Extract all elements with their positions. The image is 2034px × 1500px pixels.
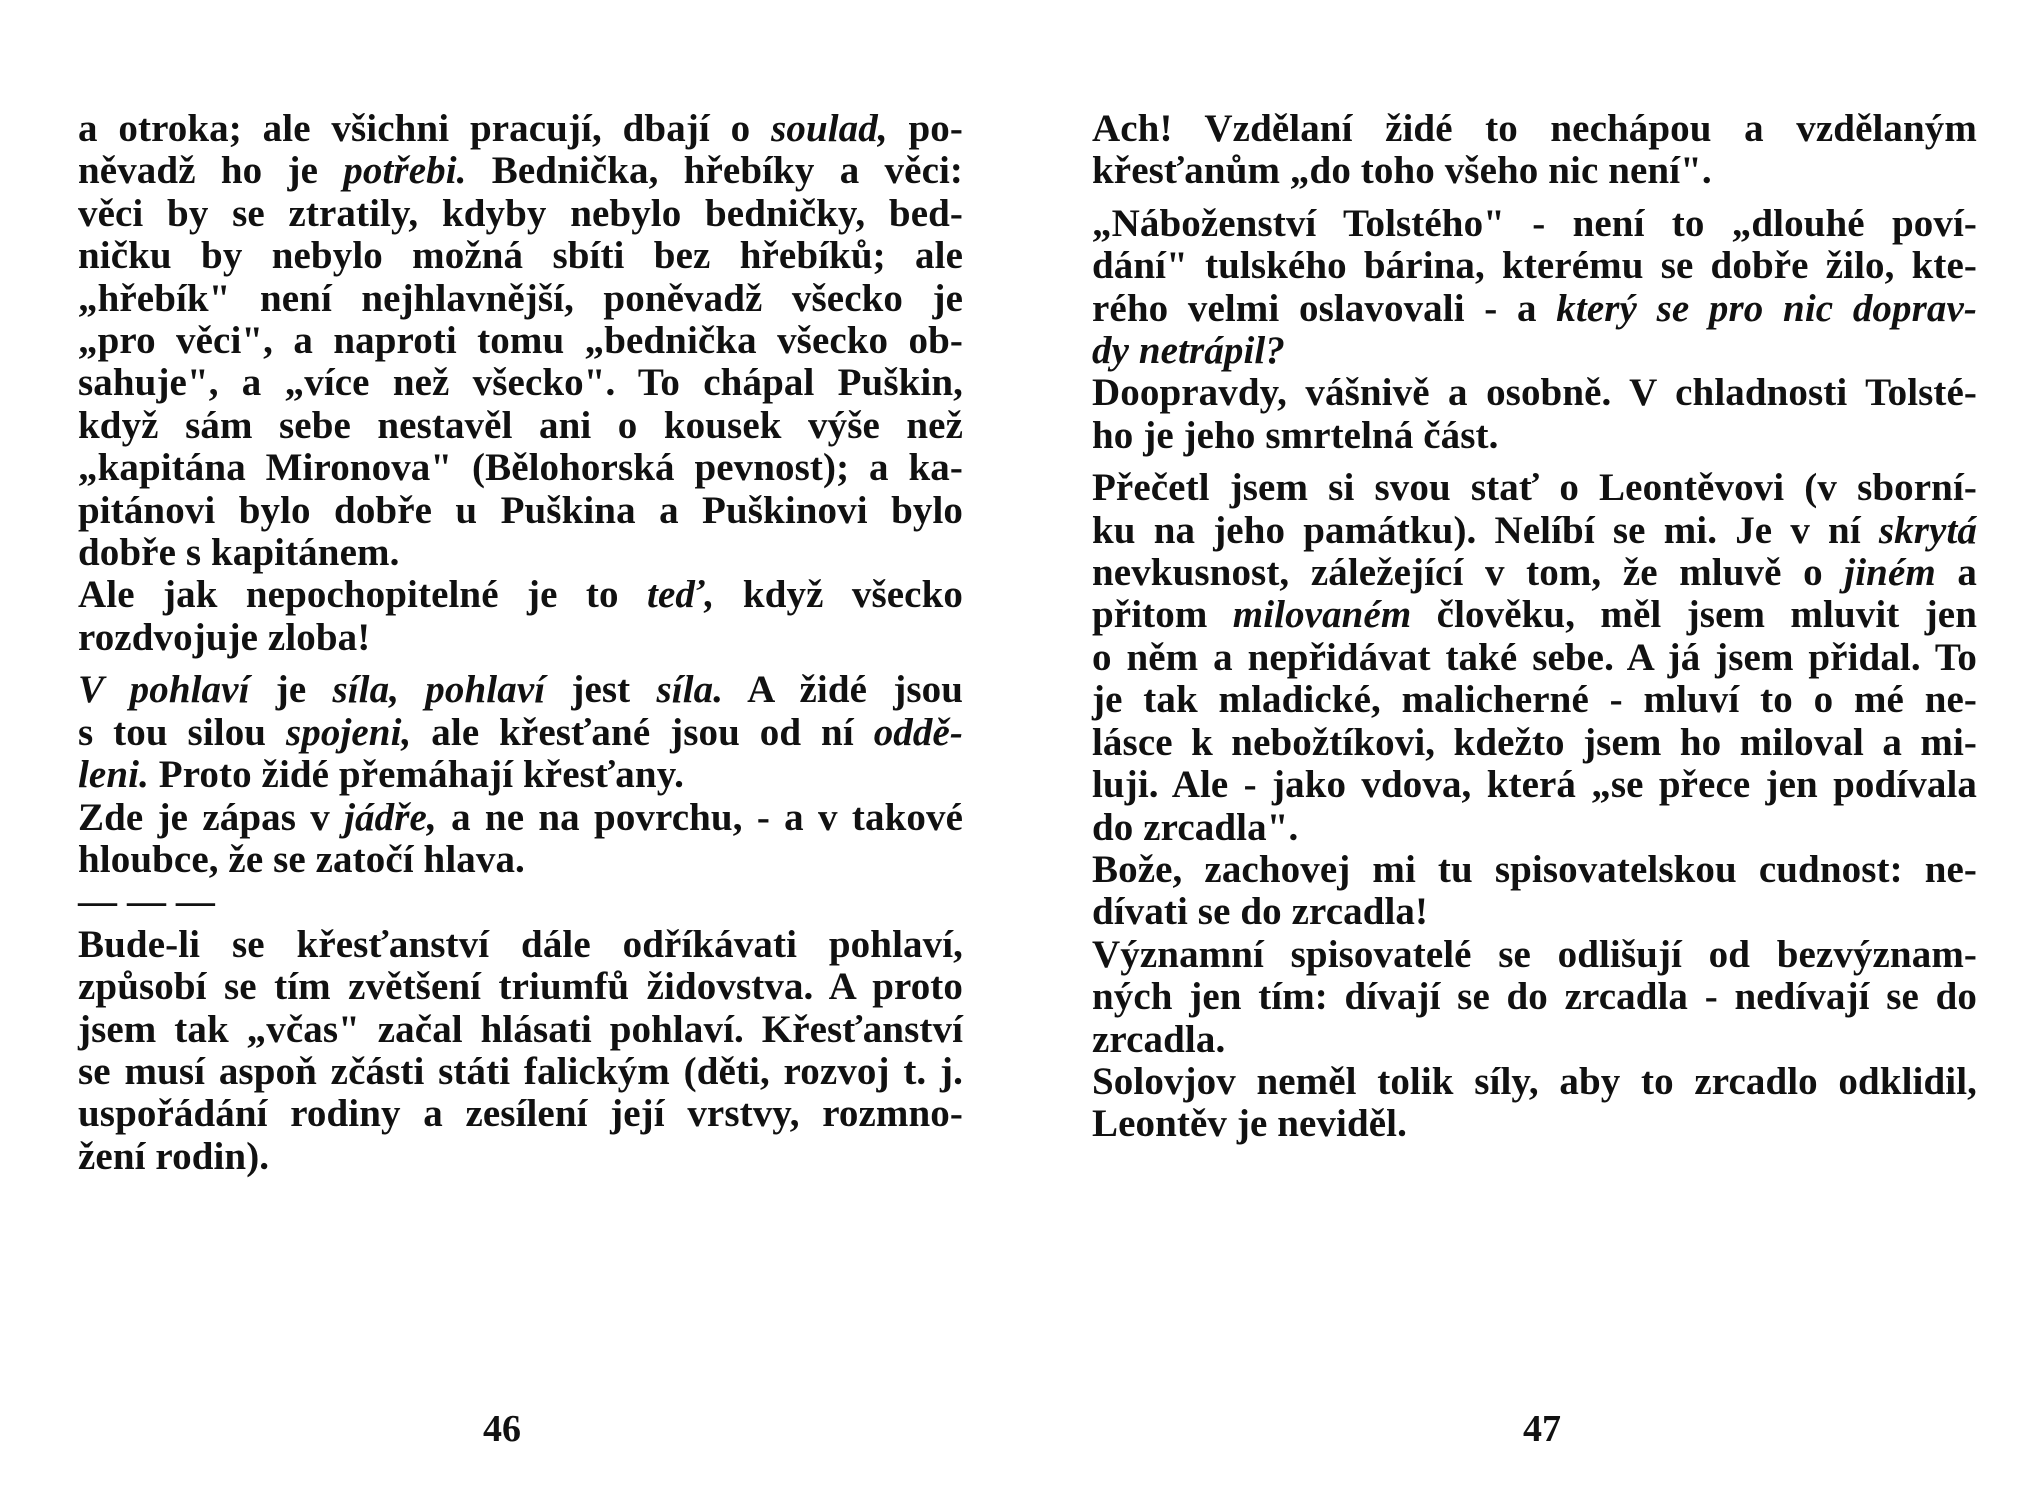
- text-line: [1092, 552, 1977, 594]
- text-line: [1092, 849, 1977, 891]
- text-line: [78, 235, 963, 277]
- text-span: Leontěv je neviděl.: [1092, 1102, 1407, 1146]
- text-span: Přečetl jsem si svou stať o Leontěvovi (v sborní-: [1092, 466, 1977, 510]
- text-line: [78, 1093, 963, 1135]
- italic-text: jádře,: [344, 795, 437, 839]
- text-span: ných jen tím: dívají se do zrcadla - nedívají se do: [1092, 975, 1977, 1019]
- left-page-number: 46: [483, 1408, 521, 1450]
- text-line: [78, 447, 963, 489]
- text-line: [78, 532, 963, 574]
- text-span: „Náboženství Tolstého" - není to „dlouhé poví-: [1092, 201, 1977, 245]
- text-span: Bude-li se křesťanství dále odříkávati pohlaví,: [78, 922, 963, 966]
- text-line: [78, 150, 963, 192]
- italic-text: síla, pohlaví: [332, 668, 546, 712]
- italic-text: který se pro nic doprav-: [1556, 286, 1977, 330]
- text-line: [1092, 415, 1977, 457]
- right-page: [1017, 0, 2034, 1500]
- text-span: způsobí se tím zvětšení triumfů židovstva. A proto: [78, 965, 963, 1009]
- text-line: [78, 1051, 963, 1093]
- text-span: Zde je zápas v: [78, 795, 345, 839]
- text-span: lásce k nebožtíkovi, kdežto jsem ho miloval a mi-: [1092, 720, 1977, 764]
- text-span: Významní spisovatelé se odlišují od bezvýznam-: [1092, 932, 1977, 976]
- text-line: [1092, 245, 1977, 287]
- text-line: [78, 712, 963, 754]
- italic-text: skrytá: [1878, 508, 1977, 552]
- text-span: ničku by nebylo možná sbíti bez hřebíků; ale: [78, 234, 963, 278]
- text-line: [1092, 722, 1977, 764]
- text-span: o něm a nepřidávat také sebe. A já jsem přidal. To: [1092, 635, 1977, 679]
- text-line: [1092, 108, 1977, 150]
- text-line: [1092, 807, 1977, 849]
- italic-text: teď,: [647, 573, 715, 617]
- right-page-number: 47: [1523, 1408, 1561, 1450]
- text-span: hloubce, že se zatočí hlava.: [78, 837, 525, 881]
- text-span: když sám sebe nestavěl ani o kousek výše než: [78, 403, 963, 447]
- text-line: [1092, 203, 1977, 245]
- text-span: věci by se ztratily, kdyby nebylo bedničky, bed-: [78, 191, 963, 235]
- text-line: [78, 669, 963, 711]
- italic-text: leni.: [78, 753, 149, 797]
- text-span: „hřebík" není nejhlavnější, poněvadž všecko je: [78, 276, 963, 320]
- text-span: dání" tulského bárina, kterému se dobře žilo, kte-: [1092, 244, 1977, 288]
- text-span: Bednička, hřebíky a věci:: [466, 149, 963, 193]
- text-span: po-: [887, 107, 963, 150]
- text-span: Ach! Vzdělaní židé to nechápou a vzdělaným: [1092, 107, 1977, 150]
- text-line: [1092, 150, 1977, 192]
- italic-text: dy netrápil?: [1092, 329, 1285, 373]
- text-line: [78, 839, 963, 881]
- text-line: [78, 490, 963, 532]
- italic-text: potřebi.: [343, 149, 467, 193]
- text-span: nevkusnost, záležející v tom, že mluvě o: [1092, 551, 1845, 595]
- text-span: Doopravdy, vášnivě a osobně. V chladnosti Tolsté-: [1092, 371, 1977, 415]
- text-line: [1092, 372, 1977, 414]
- text-span: jsem tak „včas" začal hlásati pohlaví. Křesťanství: [78, 1007, 963, 1051]
- text-span: A židé jsou: [723, 668, 964, 712]
- text-line: [78, 278, 963, 320]
- text-span: Ale jak nepochopitelné je to: [78, 573, 648, 617]
- text-span: je: [249, 668, 333, 712]
- text-line: [78, 108, 963, 150]
- text-span: Bože, zachovej mi tu spisovatelskou cudnost: ne-: [1092, 847, 1977, 891]
- text-line: [78, 320, 963, 362]
- text-line: [78, 405, 963, 447]
- text-span: ku na jeho památku). Nelíbí se mi. Je v ní: [1092, 508, 1879, 552]
- italic-text: spojeni,: [285, 710, 412, 754]
- text-span: uspořádání rodiny a zesílení její vrstvy, rozmno-: [78, 1092, 963, 1136]
- text-line: [78, 1136, 963, 1178]
- text-span: luji. Ale - jako vdova, která „se přece jen podívala: [1092, 763, 1977, 807]
- italic-text: síla.: [656, 668, 724, 712]
- text-line: [1092, 467, 1977, 509]
- italic-text: jiném: [1844, 551, 1936, 595]
- italic-text: oddě-: [873, 710, 963, 754]
- text-span: „pro věci", a naproti tomu „bednička všecko ob-: [78, 319, 963, 363]
- text-span: dobře s kapitánem.: [78, 531, 400, 575]
- text-line: [78, 881, 963, 923]
- text-line: [78, 1009, 963, 1051]
- text-span: pitánovi bylo dobře u Puškina a Puškinovi bylo: [78, 488, 963, 532]
- italic-text: V pohlaví: [78, 668, 250, 712]
- text-span: přitom: [1092, 593, 1233, 637]
- text-span: zrcadla.: [1092, 1017, 1226, 1061]
- text-line: [1092, 679, 1977, 721]
- text-span: do zrcadla".: [1092, 805, 1299, 849]
- text-line: [78, 574, 963, 616]
- italic-text: milovaném: [1232, 593, 1412, 637]
- text-line: [1092, 510, 1977, 552]
- text-line: [1092, 1019, 1977, 1061]
- text-line: [1092, 1061, 1977, 1103]
- text-line: [78, 797, 963, 839]
- text-span: žení rodin).: [78, 1134, 270, 1178]
- text-span: — — —: [78, 880, 215, 924]
- text-span: rého velmi oslavovali - a: [1092, 286, 1557, 330]
- text-line: [1092, 891, 1977, 933]
- text-span: s tou silou: [78, 710, 286, 754]
- text-line: [78, 754, 963, 796]
- text-span: dívati se do zrcadla!: [1092, 890, 1429, 934]
- text-line: [1092, 934, 1977, 976]
- text-span: je tak mladické, malicherné - mluví to o mé ne-: [1092, 678, 1977, 722]
- text-span: jest: [545, 668, 657, 712]
- text-line: [78, 924, 963, 966]
- text-span: člověku, měl jsem mluvit jen: [1411, 593, 1977, 637]
- text-span: ho je jeho smrtelná část.: [1092, 413, 1499, 457]
- text-line: [1092, 637, 1977, 679]
- text-line: [1092, 594, 1977, 636]
- text-line: [78, 617, 963, 659]
- text-span: Solovjov neměl tolik síly, aby to zrcadlo odklidil,: [1092, 1059, 1977, 1103]
- italic-text: soulad,: [771, 107, 888, 150]
- text-line: [1092, 764, 1977, 806]
- right-page-text: [1092, 108, 1977, 1146]
- text-line: [1092, 288, 1977, 330]
- text-span: když všecko: [714, 573, 963, 617]
- text-line: [1092, 1103, 1977, 1145]
- text-span: a otroka; ale všichni pracují, dbají o: [78, 107, 772, 150]
- left-page-text: [78, 108, 963, 1178]
- text-span: něvadž ho je: [78, 149, 344, 193]
- text-span: rozdvojuje zloba!: [78, 615, 371, 659]
- text-line: [1092, 330, 1977, 372]
- text-span: ale křesťané jsou od ní: [411, 710, 874, 754]
- text-span: křesťanům „do toho všeho nic není".: [1092, 149, 1712, 193]
- text-line: [1092, 976, 1977, 1018]
- text-span: „kapitána Mironova" (Bělohorská pevnost); a ka-: [78, 446, 963, 490]
- text-line: [78, 362, 963, 404]
- text-line: [78, 193, 963, 235]
- text-span: a: [1935, 551, 1977, 595]
- text-span: a ne na povrchu, - a v takové: [436, 795, 963, 839]
- text-span: se musí aspoň zčásti státi falickým (děti, rozvoj t. j.: [78, 1049, 963, 1093]
- text-line: [78, 966, 963, 1008]
- text-span: Proto židé přemáhají křesťany.: [148, 753, 684, 797]
- text-span: sahuje", a „více než všecko". To chápal Puškin,: [78, 361, 963, 405]
